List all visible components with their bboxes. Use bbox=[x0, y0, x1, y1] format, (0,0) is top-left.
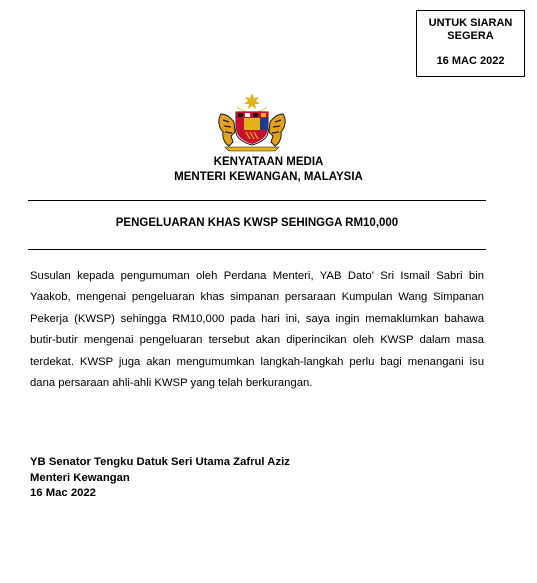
signature-title: Menteri Kewangan bbox=[30, 471, 130, 484]
release-date: 16 MAC 2022 bbox=[436, 55, 505, 67]
subject-rule-top bbox=[28, 200, 486, 201]
media-statement-header bbox=[0, 155, 537, 185]
crest-shield-base bbox=[237, 130, 267, 144]
header-line1: KENYATAAN MEDIA bbox=[213, 156, 324, 168]
crest-shield-center-panel bbox=[244, 118, 260, 130]
subject-title: PENGELUARAN KHAS KWSP SEHINGGA RM10,000 bbox=[115, 217, 399, 229]
release-label-line2: SEGERA bbox=[447, 30, 494, 42]
signature-block bbox=[30, 455, 290, 502]
crest-crescent bbox=[237, 106, 267, 112]
crest-shield-right-panel bbox=[260, 118, 268, 130]
signature-date: 16 Mac 2022 bbox=[30, 487, 96, 499]
crest-left-tiger bbox=[219, 114, 235, 146]
subject-rule-bottom bbox=[28, 249, 486, 250]
malaysia-coat-of-arms-icon bbox=[215, 92, 289, 152]
crest-motto-scroll bbox=[225, 147, 279, 151]
crest-shield-left-panel bbox=[236, 118, 244, 130]
header-line2: MENTERI KEWANGAN, MALAYSIA bbox=[174, 171, 363, 183]
crest-star bbox=[244, 93, 260, 109]
body-paragraph: Susulan kepada pengumuman oleh Perdana Menteri, YAB Dato' Sri Ismail Sabri bin Yaakob, mengenai pengeluaran khas simpanan persaraan Kumpulan Wang Simpanan Pekerja (KWSP) sehingga RM10,000 pada hari ini, saya ingin memaklumkan bahawa butir-butir mengenai pengeluaran tersebut akan diperincikan oleh KWSP dalam masa terdekat. KWSP juga akan mengumumkan langkah-langkah perlu bagi menangani isu dana persaraan ahli-ahli KWSP yang telah berkurangan. bbox=[30, 270, 484, 390]
crest-right-tiger bbox=[269, 114, 285, 146]
release-label-line1: UNTUK SIARAN bbox=[428, 17, 513, 29]
release-box bbox=[416, 10, 525, 77]
signature-name: YB Senator Tengku Datuk Seri Utama Zafrul Aziz bbox=[30, 456, 290, 468]
